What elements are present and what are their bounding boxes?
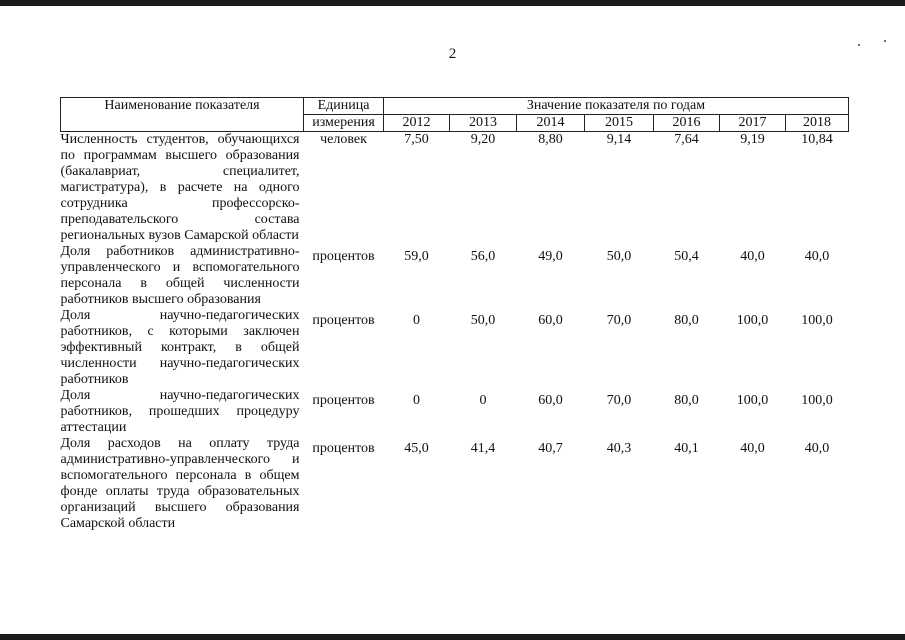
year-header: 2015 [585, 115, 654, 132]
year-header: 2014 [517, 115, 585, 132]
indicator-value: 100,0 [736, 393, 769, 408]
table-row [61, 132, 849, 245]
table-row [61, 388, 849, 436]
indicator-value: 100,0 [801, 393, 833, 408]
header-unit-bottom: измерения [304, 115, 384, 132]
indicator-value: 56,0 [470, 249, 496, 264]
scan-speck [884, 40, 886, 42]
table-row [61, 244, 849, 308]
indicator-unit: процентов [312, 249, 375, 264]
indicator-value: 80,0 [674, 393, 699, 408]
indicator-value: 70,0 [606, 393, 632, 408]
indicator-name: Доля научно-педагогических работников, прошедших процедуру аттестации [60, 388, 300, 435]
indicator-value: 0 [413, 393, 420, 408]
year-header: 2017 [720, 115, 786, 132]
table-row [61, 308, 849, 388]
indicator-value: 60,0 [538, 313, 563, 328]
indicator-value: 40,1 [674, 441, 699, 456]
indicator-value: 100,0 [736, 313, 769, 328]
indicator-value: 50,0 [470, 313, 496, 328]
page-number: 2 [448, 46, 457, 62]
indicator-value: 40,0 [740, 249, 765, 264]
table-row [61, 436, 849, 532]
indicator-value: 49,0 [538, 249, 563, 264]
indicator-unit: процентов [312, 441, 375, 456]
indicator-value: 40,3 [606, 441, 632, 456]
indicator-unit: процентов [312, 393, 375, 408]
indicators-table [60, 97, 849, 532]
indicator-value: 10,84 [801, 132, 833, 147]
indicator-value: 45,0 [404, 441, 429, 456]
year-header: 2018 [786, 115, 849, 132]
indicator-value: 59,0 [404, 249, 429, 264]
indicator-unit: процентов [312, 313, 375, 328]
indicator-value: 9,14 [606, 132, 632, 147]
indicator-value: 0 [479, 393, 487, 408]
indicator-value: 40,7 [538, 441, 563, 456]
indicator-value: 50,0 [606, 249, 632, 264]
indicator-value: 0 [413, 313, 420, 328]
header-values-group: Значение показателя по годам [384, 98, 849, 115]
indicator-name: Доля научно-педагогических работников, с которыми заключен эффективный контракт, в общей численности научно-педагогических работников [60, 308, 300, 387]
header-row-top [61, 98, 849, 115]
indicator-value: 70,0 [606, 313, 632, 328]
indicator-unit: человек [320, 132, 367, 147]
scan-top-border [0, 0, 905, 6]
indicator-value: 80,0 [674, 313, 699, 328]
indicator-value: 40,0 [804, 249, 830, 264]
indicator-value: 40,0 [804, 441, 830, 456]
indicator-value: 7,64 [674, 132, 699, 147]
header-unit-top: Единица [304, 98, 384, 115]
year-header: 2016 [654, 115, 720, 132]
indicator-value: 41,4 [470, 441, 496, 456]
indicator-name: Доля расходов на оплату труда административно-управленческого и вспомогательного персонала в общем фонде оплаты труда образовательных организаций высшего образования Самарской области [60, 436, 300, 531]
indicator-name: Численность студентов, обучающихся по программам высшего образования (бакалавриат, специалитет, магистратура), в расчете на одного сотрудника профессорско-преподавательского состава региональных вузов Самарской области [60, 132, 300, 243]
year-header: 2013 [450, 115, 517, 132]
indicator-value: 7,50 [404, 132, 429, 147]
scan-bottom-border [0, 634, 905, 640]
year-header: 2012 [384, 115, 450, 132]
indicator-value: 9,19 [740, 132, 765, 147]
indicator-value: 9,20 [470, 132, 496, 147]
indicator-value: 8,80 [538, 132, 563, 147]
indicator-value: 100,0 [801, 313, 833, 328]
indicator-value: 50,4 [674, 249, 699, 264]
indicator-name: Доля работников административно-управленческого и вспомогательного персонала в общей численности работников высшего образования [60, 244, 300, 307]
header-indicator-name: Наименование показателя [61, 98, 304, 132]
indicator-value: 40,0 [740, 441, 765, 456]
indicator-value: 60,0 [538, 393, 563, 408]
